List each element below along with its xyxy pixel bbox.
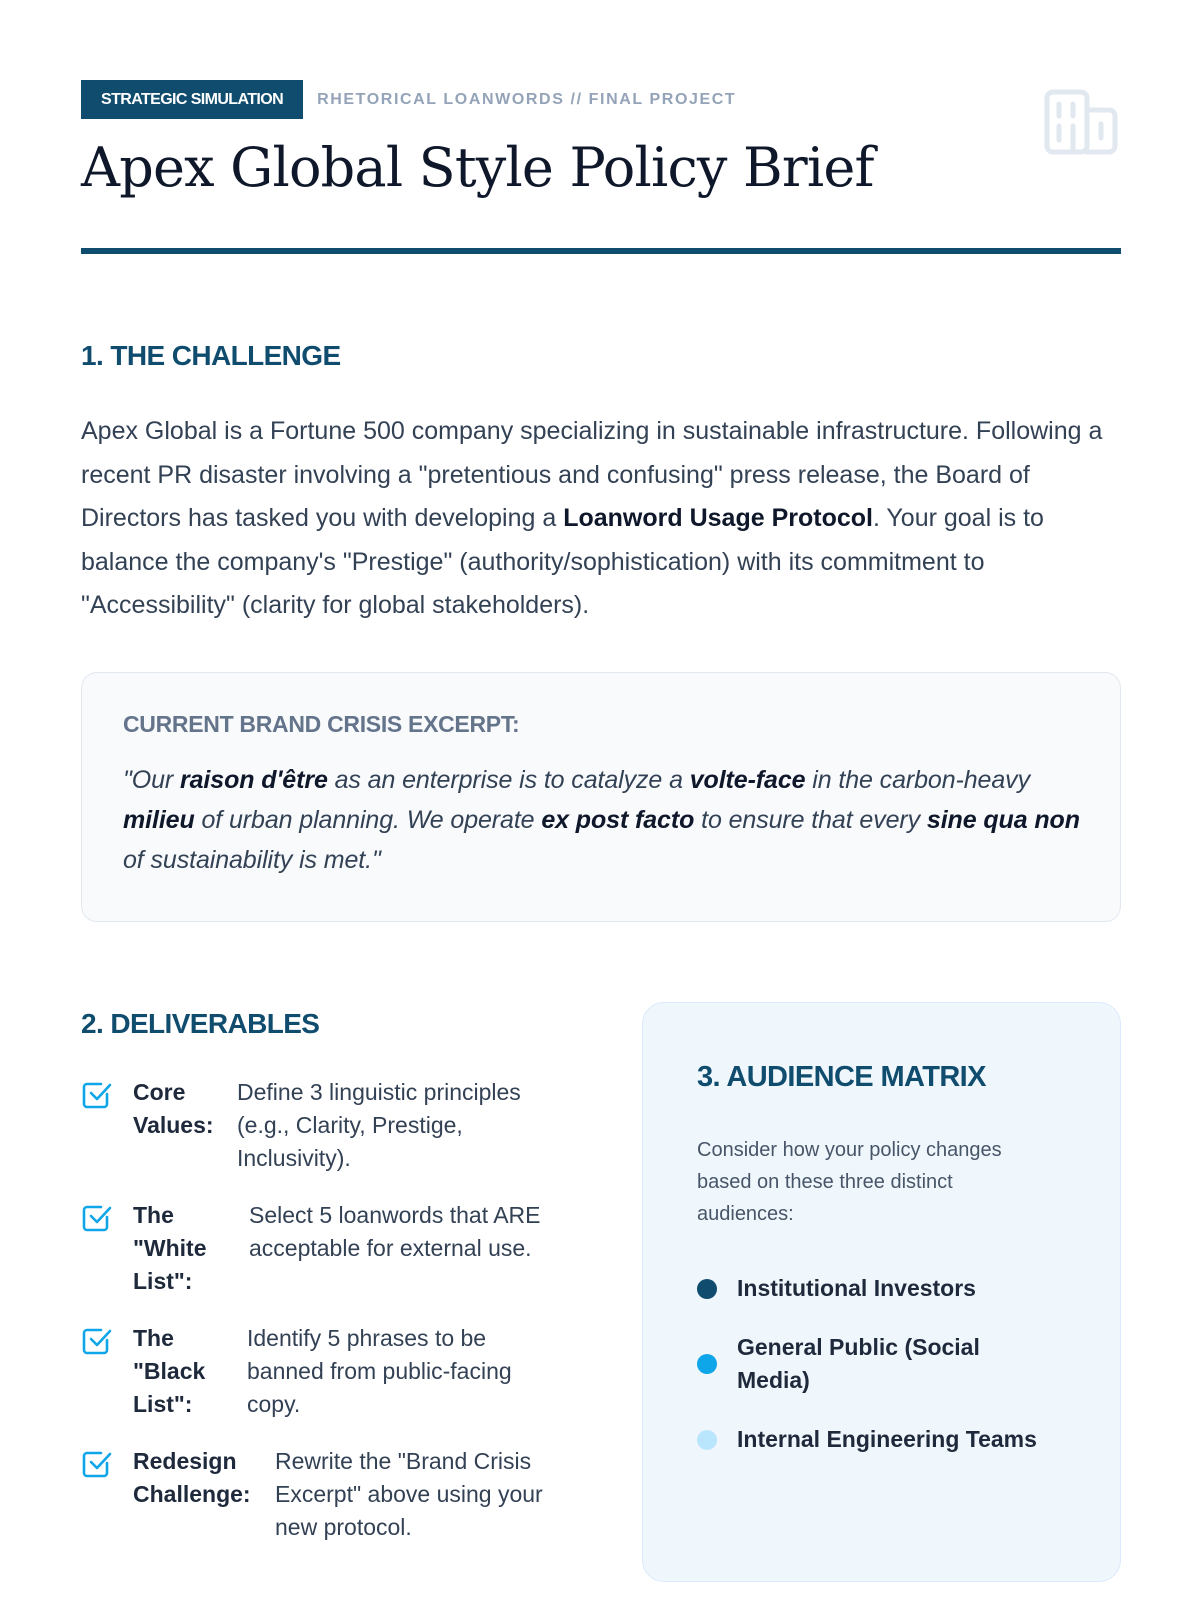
challenge-heading: 1. THE CHALLENGE [81, 340, 341, 372]
bullet-dot-icon [697, 1279, 717, 1299]
audience-matrix-card [642, 1002, 1121, 1582]
quote-text: of sustainability is met." [123, 846, 381, 875]
loanword: milieu [123, 806, 195, 835]
audience-item [697, 1272, 1080, 1305]
loanword: sine qua non [926, 806, 1080, 835]
audience-label: General Public (Social Media) [737, 1334, 980, 1394]
quote-text: "Our [123, 766, 180, 795]
building-icon [1043, 86, 1121, 156]
quote-text: in the carbon-heavy [805, 766, 1030, 795]
crisis-label: CURRENT BRAND CRISIS EXCERPT: [123, 711, 520, 738]
deliverable-item [81, 1076, 581, 1175]
deliverable-item [81, 1445, 581, 1544]
audience-label: Institutional Investors [737, 1275, 976, 1302]
deliverable-term: Redesign Challenge: [133, 1448, 251, 1508]
deliverable-desc: Select 5 loanwords that ARE acceptable for external use. [249, 1202, 541, 1262]
page-title: Apex Global Style Policy Brief [81, 136, 874, 199]
challenge-protocol-term: Loanword Usage Protocol [563, 504, 873, 533]
deliverable-desc: Define 3 linguistic principles (e.g., Clarity, Prestige, Inclusivity). [237, 1079, 521, 1172]
loanword: ex post facto [541, 806, 695, 835]
audience-intro: Consider how your policy changes based on these three distinct audiences: [697, 1139, 1002, 1226]
deliverable-item [81, 1322, 581, 1421]
audience-label: Internal Engineering Teams [737, 1426, 1037, 1453]
deliverable-item [81, 1199, 581, 1298]
audience-heading: 3. AUDIENCE MATRIX [697, 1061, 986, 1094]
deliverables-heading: 2. DELIVERABLES [81, 1008, 320, 1040]
checkbox-checked-icon [81, 1078, 113, 1110]
crisis-quote [123, 760, 1080, 880]
bullet-dot-icon [697, 1430, 717, 1450]
audience-item [697, 1423, 1080, 1456]
deliverables-section [81, 1002, 581, 1568]
deliverable-term: The "White List": [133, 1202, 207, 1295]
loanword: raison d'être [180, 766, 328, 795]
challenge-text-part: Apex Global is a Fortune 500 company specializing in sustainable infrastructure. Following a recent PR disaster involving a "pretentious and confusing" press release, the Board of Directors has tasked you with developing a [81, 417, 1103, 533]
audience-list [697, 1272, 1080, 1456]
bullet-dot-icon [697, 1354, 717, 1374]
crisis-excerpt-box [81, 672, 1121, 922]
project-label: RHETORICAL LOANWORDS // FINAL PROJECT [317, 90, 737, 108]
simulation-badge: STRATEGIC SIMULATION [81, 80, 303, 119]
challenge-paragraph [81, 410, 1121, 627]
lower-columns [81, 1002, 1121, 1600]
checkbox-checked-icon [81, 1201, 113, 1233]
checkbox-checked-icon [81, 1447, 113, 1479]
quote-text: to ensure that every [694, 806, 927, 835]
audience-item [697, 1331, 1080, 1397]
deliverable-term: The "Black List": [133, 1325, 206, 1418]
deliverables-list [81, 1076, 581, 1544]
quote-text: of urban planning. We operate [194, 806, 542, 835]
checkbox-checked-icon [81, 1324, 113, 1356]
challenge-text-part: . Your goal is to balance the company's "Prestige" (authority/sophistication) with its commitment to "Accessibility" (clarity for global stakeholders). [81, 504, 1044, 620]
quote-text: as an enterprise is to catalyze a [327, 766, 690, 795]
deliverable-desc: Identify 5 phrases to be banned from public-facing copy. [247, 1325, 512, 1418]
header-divider [81, 248, 1121, 254]
brief-header [81, 0, 1121, 254]
deliverable-desc: Rewrite the "Brand Crisis Excerpt" above using your new protocol. [275, 1448, 543, 1541]
loanword: volte-face [689, 766, 806, 795]
header-meta [81, 80, 1121, 119]
deliverable-term: Core Values: [133, 1079, 214, 1139]
policy-brief-page [81, 0, 1121, 1600]
